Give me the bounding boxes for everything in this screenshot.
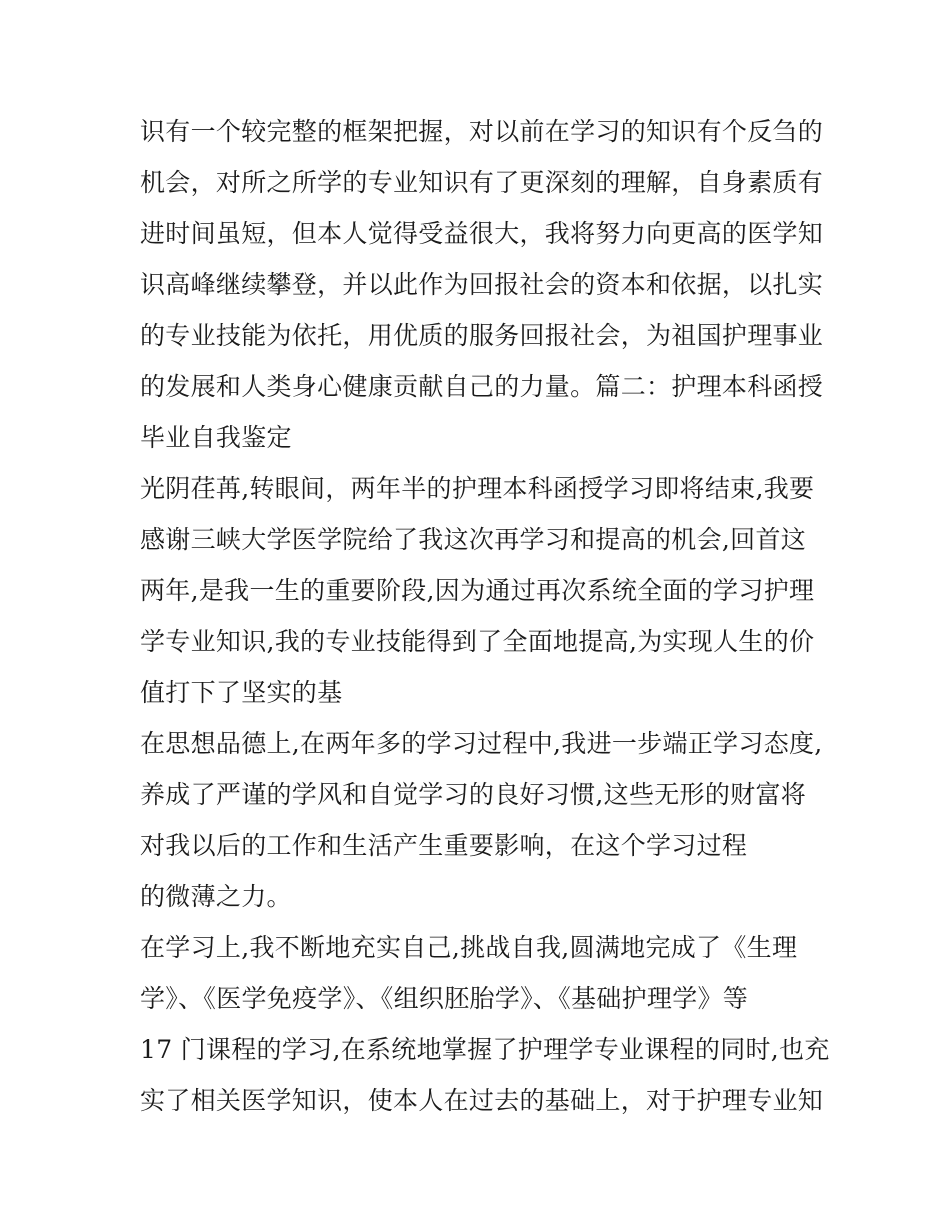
text-line: 对我以后的工作和生活产生重要影响，在这个学习过程 [140,831,748,860]
text-line: 两年,是我一生的重要阶段,因为通过再次系统全面的学习护理 [140,576,815,605]
text-line: 在学习上,我不断地充实自己,挑战自我,圆满地完成了《生理 [140,933,798,962]
text-line: 的微薄之力。 [140,882,292,911]
text-line: 在思想品德上,在两年多的学习过程中,我进一步端正学习态度, [140,729,823,758]
text-line: 学专业知识,我的专业技能得到了全面地提高,为实现人生的价 [140,627,815,656]
text-line: 17 门课程的学习,在系统地掌握了护理学专业课程的同时,也充 [140,1035,830,1064]
text-line: 光阴荏苒,转眼间，两年半的护理本科函授学习即将结束,我要 [140,474,815,503]
text-line: 识有一个较完整的框架把握，对以前在学习的知识有个反刍的 [140,117,824,146]
text-line: 学》、《医学免疫学》、《组织胚胎学》、《基础护理学》等 [140,984,749,1013]
text-line: 实了相关医学知识，使本人在过去的基础上，对于护理专业知 [140,1086,824,1115]
document-body [140,106,830,1126]
text-line: 感谢三峡大学医学院给了我这次再学习和提高的机会,回首这 [140,525,807,554]
text-line: 毕业自我鉴定 [140,423,292,452]
text-line: 养成了严谨的学风和自觉学习的良好习惯,这些无形的财富将 [140,780,807,809]
text-line: 机会，对所之所学的专业知识有了更深刻的理解，自身素质有 [140,168,824,197]
text-line: 进时间虽短，但本人觉得受益很大，我将努力向更高的医学知 [140,219,824,248]
text-line: 的发展和人类身心健康贡献自己的力量。篇二：护理本科函授 [140,372,824,401]
text-line: 的专业技能为依托，用优质的服务回报社会，为祖国护理事业 [140,321,824,350]
text-line: 值打下了坚实的基 [140,678,343,707]
text-line: 识高峰继续攀登，并以此作为回报社会的资本和依据，以扎实 [140,270,824,299]
